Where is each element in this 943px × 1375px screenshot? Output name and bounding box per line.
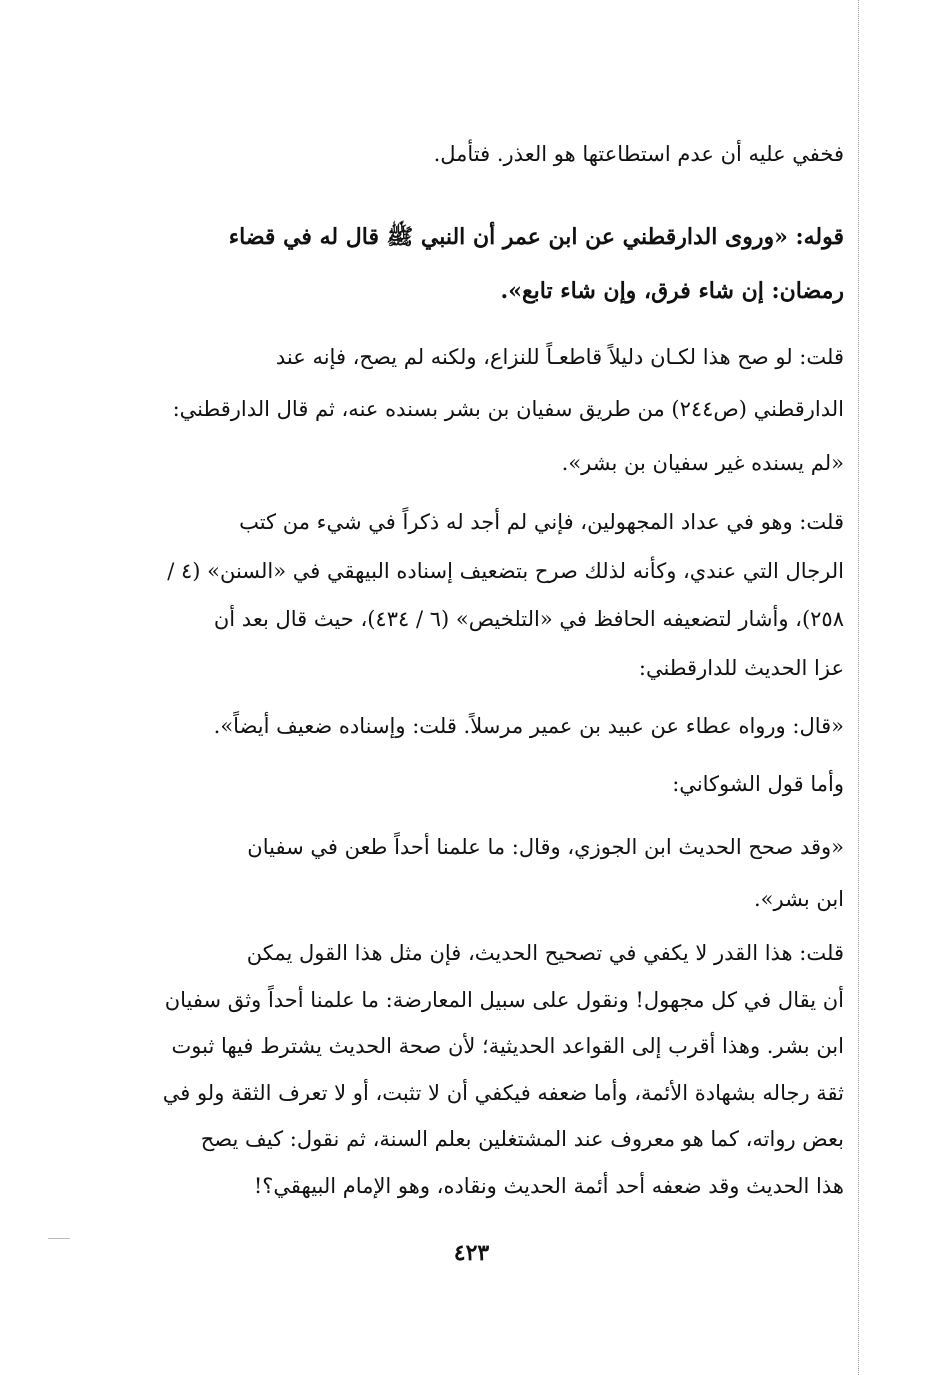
paragraph-shawkani-intro — [118, 765, 844, 803]
text-line: قلت: لو صح هذا لكـان دليلاً قاطعـاً للنزاع، ولكنه لم يصح، فإنه عند — [275, 345, 844, 369]
text-line: «وقد صحح الحديث ابن الجوزي، وقال: ما علمنا أحداً طعن في سفيان — [247, 835, 844, 859]
text-line: فخفي عليه أن عدم استطاعتها هو العذر. فتأمل. — [433, 142, 844, 166]
paragraph-commentary-1 — [118, 331, 844, 435]
text-line: بعض رواته، كما هو معروف عند المشتغلين بعلم السنة، ثم نقول: كيف يصح — [200, 1127, 844, 1151]
text-line: قوله: «وروى الدارقطني عن ابن عمر أن النبي ﷺ قال له في قضاء — [228, 224, 844, 250]
paragraph-quote-shawkani — [118, 821, 844, 925]
text-line: قلت: هذا القدر لا يكفي في تصحيح الحديث، فإن مثل هذا القول يمكن — [246, 941, 844, 965]
text-line: ابن بشر». — [753, 887, 844, 911]
text-line: «قال: ورواه عطاء عن عبيد بن عمير مرسلاً. قلت: وإسناده ضعيف أيضاً». — [213, 714, 844, 738]
paragraph-quote-ata — [118, 706, 844, 746]
text-line: رمضان: إن شاء فرق، وإن شاء تابع». — [500, 278, 844, 304]
text-line: ثقة رجاله بشهادة الأئمة، وأما ضعفه فيكفي أن لا تثبت، أو لا تعرف الثقة ولو في — [162, 1080, 844, 1105]
text-line: هذا الحديث وقد ضعفه أحد أئمة الحديث ونقاده، وهو الإمام البيهقي؟! — [253, 1173, 844, 1198]
text-line: الدارقطني (ص٢٤٤) من طريق سفيان بن بشر بسنده عنه، ثم قال الدارقطني: — [172, 397, 844, 421]
paragraph-commentary-3 — [118, 930, 844, 1209]
text-line: «لم يسنده غير سفيان بن بشر». — [561, 451, 844, 475]
paragraph-quote-daraqutni — [118, 445, 844, 481]
binding-dotted-rule — [858, 0, 859, 1375]
page-number: ٤٢٣ — [453, 1240, 490, 1266]
text-line: ٢٥٨)، وأشار لتضعيفه الحافظ في «التلخيص» (٦ / ٤٣٤)، حيث قال بعد أن — [213, 607, 844, 631]
paragraph-quote-bold — [118, 210, 844, 318]
text-line: الرجال التي عندي، وكأنه لذلك صرح بتضعيف إسناده البيهقي في «السنن» (٤ / — [167, 558, 844, 583]
margin-tick-mark — [48, 1238, 70, 1239]
text-line: قلت: وهو في عداد المجهولين، فإني لم أجد له ذكراً في شيء من كتب — [239, 510, 844, 534]
text-line: وأما قول الشوكاني: — [672, 772, 844, 796]
text-line: أن يقال في كل مجهول! ونقول على سبيل المعارضة: ما علمنا أحداً وثق سفيان — [164, 987, 844, 1012]
paragraph-commentary-2 — [118, 498, 844, 692]
text-line: عزا الحديث للدارقطني: — [638, 655, 844, 680]
text-line: ابن بشر. وهذا أقرب إلى القواعد الحديثية؛ لأن صحة الحديث يشترط فيها ثبوت — [171, 1034, 844, 1058]
paragraph-conclusion — [118, 136, 844, 172]
